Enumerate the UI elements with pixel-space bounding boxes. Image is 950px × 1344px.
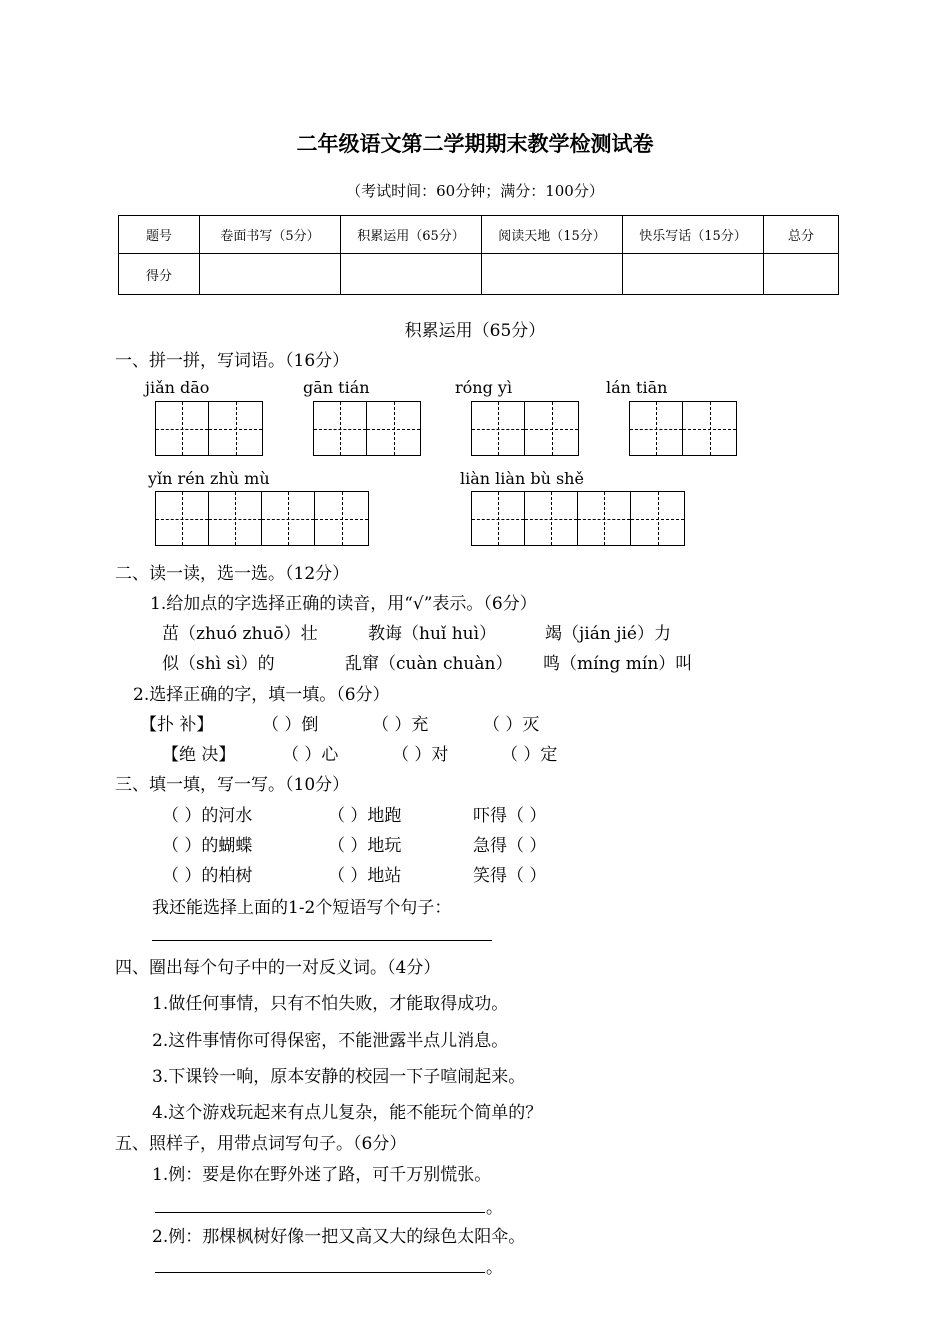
phrase-blank: （ ）地站 (328, 866, 402, 886)
score-header-accumulation: 积累运用（65分） (341, 216, 482, 254)
phrase-blank: （ ）地跑 (328, 806, 402, 826)
q2-sub1: 1.给加点的字选择正确的读音，用“√”表示。（6分） (150, 594, 537, 614)
score-row-label: 得分 (119, 254, 200, 295)
score-header-total: 总分 (764, 216, 839, 254)
score-cell[interactable] (200, 254, 341, 295)
phrase-blank: （ ）的蝴蝶 (162, 836, 253, 856)
pronunciation-item: 茁（zhuó zhuō）壮 (162, 624, 318, 644)
char-choice-label: 【扑 补】 (140, 715, 214, 735)
example-sentence: 2.例：那棵枫树好像一把又高又大的绿色太阳伞。 (152, 1227, 526, 1247)
example-sentence: 1.例：要是你在野外迷了路，可千万别慌张。 (152, 1165, 492, 1185)
char-blank: （ ）对 (392, 745, 449, 765)
score-header-reading: 阅读天地（15分） (482, 216, 623, 254)
answer-line[interactable] (155, 1212, 485, 1213)
writing-grid[interactable] (155, 491, 369, 546)
q1-title: 一、拼一拼，写词语。（16分） (115, 351, 350, 371)
phrase-blank: （ ）地玩 (328, 836, 402, 856)
writing-grid[interactable] (313, 401, 421, 456)
phrase-blank: （ ）的柏树 (162, 866, 253, 886)
char-blank: （ ）心 (282, 745, 339, 765)
q2-sub2: 2.选择正确的字，填一填。（6分） (133, 685, 390, 705)
score-cell[interactable] (764, 254, 839, 295)
char-choice-label: 【绝 决】 (162, 745, 236, 765)
phrase-blank: 笑得（ ） (473, 866, 547, 886)
answer-line[interactable] (155, 1272, 485, 1273)
pinyin: jiǎn dāo (145, 378, 210, 397)
writing-grid[interactable] (629, 401, 737, 456)
pronunciation-item: 乱窜（cuàn chuàn） (345, 654, 513, 674)
pronunciation-item: 教诲（huǐ huì） (368, 624, 497, 644)
char-blank: （ ）定 (501, 745, 558, 765)
answer-line[interactable] (152, 940, 492, 941)
page-title: 二年级语文第二学期期末教学检测试卷 (296, 132, 654, 156)
pinyin: gān tián (303, 378, 370, 397)
phrase-blank: 吓得（ ） (473, 806, 547, 826)
period-mark: 。 (486, 1198, 503, 1218)
score-cell[interactable] (482, 254, 623, 295)
char-blank: （ ）灭 (483, 715, 540, 735)
writing-grid[interactable] (155, 401, 263, 456)
score-cell[interactable] (341, 254, 482, 295)
char-blank: （ ）倒 (262, 715, 319, 735)
period-mark: 。 (486, 1258, 503, 1278)
part-title: 积累运用（65分） (404, 321, 546, 341)
pinyin: róng yì (455, 378, 513, 397)
pronunciation-item: 竭（jián jié）力 (545, 624, 671, 644)
q4-title: 四、圈出每个句子中的一对反义词。（4分） (115, 958, 441, 978)
pronunciation-item: 鸣（míng mín）叫 (543, 654, 693, 674)
pinyin: lán tiān (606, 378, 668, 397)
antonym-sentence: 1.做任何事情，只有不怕失败，才能取得成功。 (152, 994, 509, 1014)
score-header-number: 题号 (119, 216, 200, 254)
phrase-blank: 急得（ ） (473, 836, 547, 856)
score-header-composition: 快乐写话（15分） (623, 216, 764, 254)
q5-title: 五、照样子，用带点词写句子。（6分） (115, 1134, 407, 1154)
pronunciation-item: 似（shì sì）的 (162, 654, 275, 674)
char-blank: （ ）充 (372, 715, 429, 735)
score-table (118, 215, 839, 295)
writing-grid[interactable] (471, 491, 685, 546)
pinyin: liàn liàn bù shě (460, 469, 584, 488)
writing-grid[interactable] (471, 401, 579, 456)
score-header-writing: 卷面书写（5分） (200, 216, 341, 254)
q3-title: 三、填一填，写一写。（10分） (115, 775, 350, 795)
score-cell[interactable] (623, 254, 764, 295)
antonym-sentence: 2.这件事情你可得保密，不能泄露半点儿消息。 (152, 1031, 509, 1051)
antonym-sentence: 3.下课铃一响，原本安静的校园一下子喧闹起来。 (152, 1067, 526, 1087)
q2-title: 二、读一读，选一选。（12分） (115, 564, 350, 584)
pinyin: yǐn rén zhù mù (148, 469, 270, 488)
phrase-blank: （ ）的河水 (162, 806, 253, 826)
exam-info: （考试时间：60分钟；满分：100分） (346, 182, 604, 200)
antonym-sentence: 4.这个游戏玩起来有点儿复杂，能不能玩个简单的？ (152, 1103, 543, 1123)
q3-prompt: 我还能选择上面的1-2个短语写个句子： (152, 898, 452, 918)
